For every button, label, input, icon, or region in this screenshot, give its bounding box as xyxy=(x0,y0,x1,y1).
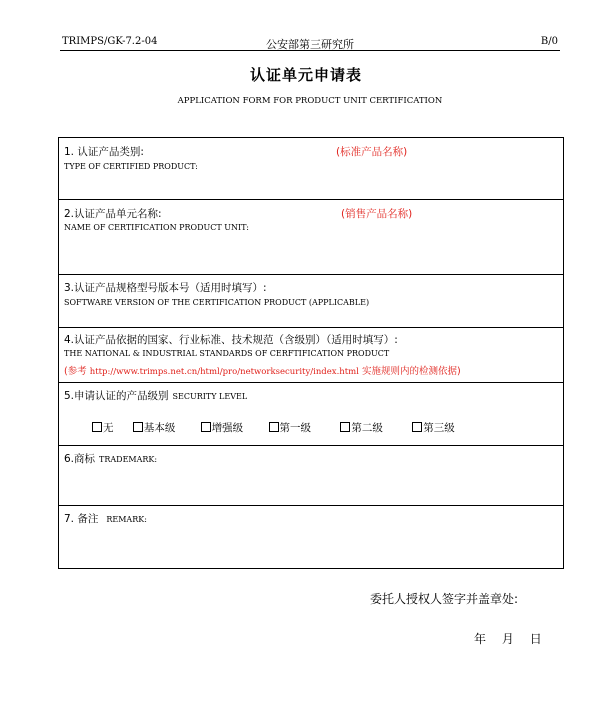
section-label-en: SOFTWARE VERSION OF THE CERTIFICATION PRODUCT (APPLICABLE) xyxy=(64,298,370,307)
section-label-zh: 2.认证产品单元名称: xyxy=(64,208,162,220)
header-rule xyxy=(60,50,560,51)
date-day: 日 xyxy=(529,632,542,646)
level-option-third[interactable] xyxy=(412,420,455,435)
level-option-second[interactable] xyxy=(340,420,383,435)
checkbox-icon[interactable] xyxy=(201,422,211,432)
section-label-en: REMARK: xyxy=(106,515,147,524)
section-label-zh: 1. 认证产品类别: xyxy=(64,146,144,158)
date-month: 月 xyxy=(501,632,514,646)
section-hint: (标准产品名称) xyxy=(336,146,408,158)
section-label-zh: 5.申请认证的产品级别 xyxy=(64,390,169,402)
standards-reference-note xyxy=(64,363,461,377)
section-product-category[interactable] xyxy=(59,138,563,200)
level-option-none[interactable] xyxy=(92,420,114,435)
version-code: B/0 xyxy=(540,36,558,47)
level-option-label: 第一级 xyxy=(279,422,312,434)
reference-link[interactable]: http://www.trimps.net.cn/html/pro/networksecurity/index.html xyxy=(89,367,359,377)
section-standards[interactable] xyxy=(59,328,563,383)
doc-code: TRIMPS/GK-7.2-04 xyxy=(62,36,158,47)
section-label-zh: 4.认证产品依据的国家、行业标准、技术规范（含级别）（适用时填写）: xyxy=(64,334,398,346)
level-option-enhanced[interactable] xyxy=(201,420,244,435)
note-prefix: (参考 xyxy=(64,366,90,377)
checkbox-icon[interactable] xyxy=(269,422,279,432)
section-label-zh: 6.商标 xyxy=(64,453,96,465)
level-option-label: 基本级 xyxy=(143,422,176,434)
section-label-en: THE NATIONAL & INDUSTRIAL STANDARDS OF CERFTIFICATION PRODUCT xyxy=(64,349,390,358)
section-label-zh: 7. 备注 xyxy=(64,513,99,525)
level-option-label: 增强级 xyxy=(211,422,244,434)
section-software-version[interactable] xyxy=(59,275,563,328)
section-label-zh: 3.认证产品规格型号版本号（适用时填写）: xyxy=(64,282,267,294)
security-level-options xyxy=(92,420,455,435)
checkbox-icon[interactable] xyxy=(412,422,422,432)
note-suffix: 实施规则内的检测依据) xyxy=(358,366,461,377)
document-header xyxy=(62,36,558,50)
section-remark[interactable] xyxy=(59,506,563,569)
level-option-label: 第二级 xyxy=(351,422,383,434)
level-option-label: 无 xyxy=(103,422,114,434)
application-form xyxy=(58,137,564,569)
date-year: 年 xyxy=(474,632,487,646)
date-line xyxy=(474,630,554,647)
signature-label: 委托人授权人签字并盖章处: xyxy=(370,592,519,606)
section-label-en: TYPE OF CERTIFIED PRODUCT: xyxy=(64,162,198,171)
checkbox-icon[interactable] xyxy=(92,422,102,432)
form-title: 认证单元申请表 xyxy=(249,66,362,84)
section-label xyxy=(64,511,147,526)
section-trademark[interactable] xyxy=(59,446,563,506)
organization-name: 公安部第三研究所 xyxy=(266,38,354,51)
checkbox-icon[interactable] xyxy=(133,422,143,432)
level-option-label: 第三级 xyxy=(423,422,455,434)
section-label-en: TRADEMARK: xyxy=(99,455,158,464)
section-unit-name[interactable] xyxy=(59,200,563,275)
section-security-level xyxy=(59,383,563,446)
section-hint: (销售产品名称) xyxy=(341,208,413,220)
level-option-first[interactable] xyxy=(269,420,312,435)
form-subtitle: APPLICATION FORM FOR PRODUCT UNIT CERTIFICATION xyxy=(177,96,443,106)
section-label-en: SECURITY LEVEL xyxy=(172,392,248,401)
checkbox-icon[interactable] xyxy=(340,422,350,432)
level-option-basic[interactable] xyxy=(133,420,176,435)
section-label-en: NAME OF CERTIFICATION PRODUCT UNIT: xyxy=(64,223,249,232)
section-label xyxy=(64,388,247,403)
section-label xyxy=(64,451,157,466)
